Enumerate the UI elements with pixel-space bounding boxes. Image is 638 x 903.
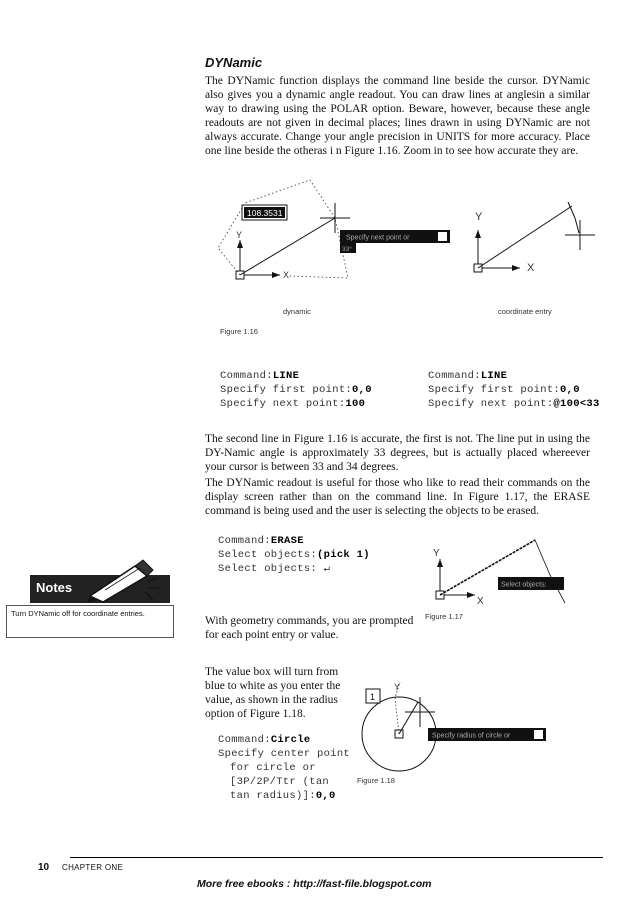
x-arrow-icon-117 bbox=[467, 592, 475, 598]
paragraph-accuracy: The second line in Figure 1.16 is accurate, the first is not. The line put in using the DY-Namic angle is approximately 33 degrees, but is actually placed whereever your cursor is between 33 and 34 degrees. bbox=[205, 433, 590, 473]
radius-input-value: 1 bbox=[370, 692, 376, 702]
radius-line bbox=[399, 702, 418, 734]
select-objects-tooltip-text: Select objects: bbox=[501, 581, 547, 589]
command-block-circle: Command:Circle Specify center point for circle or [3P/2P/Ttr (tan tan radius)]:0,0 bbox=[218, 734, 351, 802]
drawn-line-dynamic bbox=[240, 218, 335, 275]
intro-paragraph: The DYNamic function displays the command line beside the cursor. DYNamic also gives you a dynamic angle readout. You can draw lines at anglesin a similar way to drawing using the POLAR option. Beware, however, because these angle readouts are not given in decimal places; lines drawn in using DYNamic are not always accurate. Change your angle precision in UNITS for more accuracy. Place one line beside the otheras i n Figure 1.16. Zoom in to see how accurate they are. bbox=[205, 75, 590, 157]
chapter-label: CHAPTER ONE bbox=[62, 863, 124, 872]
dynamic-tooltip-value: 33° bbox=[342, 246, 352, 253]
x-arrow-icon-right bbox=[512, 265, 520, 271]
x-axis-label-117: X bbox=[477, 596, 484, 607]
caption-coordinate-entry: coordinate entry bbox=[498, 307, 552, 316]
figure-1-18 bbox=[350, 670, 550, 775]
tooltip-arrow-icon bbox=[438, 232, 447, 241]
radius-tooltip-text: Specify radius of circle or bbox=[432, 732, 511, 740]
notes-title: Notes bbox=[36, 580, 73, 595]
radius-tooltip-arrow-icon bbox=[534, 730, 543, 739]
y-axis-label-left: Y bbox=[236, 230, 243, 240]
command-block-erase: Command:ERASE Select objects:(pick 1) Select objects: ↵ bbox=[218, 535, 370, 575]
notes-text: Turn DYNamic off for coordinate entries. bbox=[11, 609, 145, 618]
figure-1-16 bbox=[200, 178, 610, 303]
paragraph-readout: The DYNamic readout is useful for those who like to read their commands on the display screen rather than on the command line. In Figure 1.17, the ERASE command is being used and the user is selecting the objects to be erased. bbox=[205, 477, 590, 517]
y-arrow-icon-right bbox=[475, 230, 481, 238]
paragraph-value-box: The value box will turn from blue to white as you enter the value, as shown in the radius option of Figure 1.18. bbox=[205, 666, 341, 720]
section-heading: DYNamic bbox=[205, 55, 263, 70]
x-axis-label-right: X bbox=[527, 262, 535, 274]
command-block-left: Command:LINE Specify first point:0,0 Specify next point:100 bbox=[220, 370, 372, 410]
x-arrow-icon bbox=[272, 272, 280, 278]
figure-1-18-label: Figure 1.18 bbox=[357, 776, 395, 785]
dynamic-tooltip-text: Specify next point or bbox=[346, 234, 410, 242]
footer-rule bbox=[70, 857, 603, 858]
drawn-line-coordinate bbox=[478, 206, 572, 268]
x-axis-label-left: X bbox=[283, 270, 290, 280]
paragraph-geometry: With geometry commands, you are prompted for each point entry or value. bbox=[205, 615, 414, 641]
caption-dynamic: dynamic bbox=[283, 307, 311, 316]
figure-1-17-label: Figure 1.17 bbox=[425, 612, 463, 621]
y-axis-label-118: Y bbox=[394, 682, 401, 692]
figure-1-16-label: Figure 1.16 bbox=[220, 327, 258, 336]
y-axis-label-117: Y bbox=[433, 548, 440, 559]
page-number: 10 bbox=[38, 862, 50, 873]
y-axis-label-right: Y bbox=[475, 211, 483, 223]
notes-box bbox=[6, 605, 174, 638]
command-block-right: Command:LINE Specify first point:0,0 Specify next point:@100<33 bbox=[428, 370, 600, 410]
pencil-icon bbox=[85, 556, 160, 604]
angle-readout-text: 108.3531 bbox=[247, 208, 283, 218]
promo-link-text: More free ebooks : http://fast-file.blogspot.com bbox=[197, 878, 432, 890]
figure-1-17 bbox=[415, 535, 585, 610]
y-arrow-icon-117 bbox=[437, 559, 443, 567]
angle-arc-dashed bbox=[218, 180, 348, 278]
y-arrow-icon bbox=[237, 240, 243, 248]
